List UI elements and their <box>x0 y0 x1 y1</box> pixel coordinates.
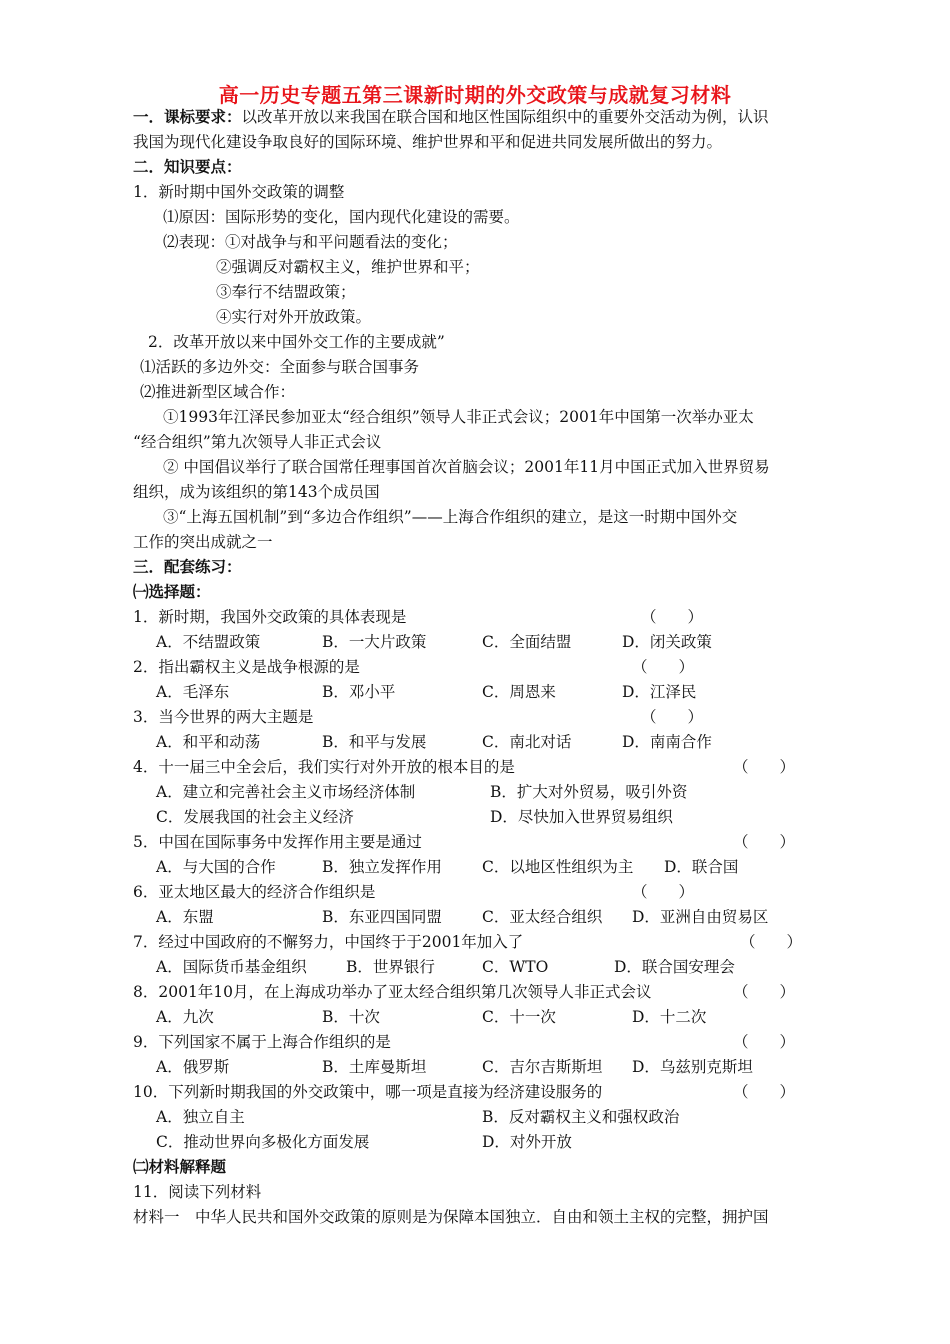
document-title: 高一历史专题五第三课新时期的外交政策与成就复习材料 <box>218 83 732 107</box>
answer-blank: （ ） <box>632 883 695 901</box>
q7-option-d: D．联合国安理会 <box>614 958 735 976</box>
q1-option-d: D．闭关政策 <box>622 633 712 651</box>
point-2-b1-line-2: “经合组织”第九次领导人非正式会议 <box>133 433 382 451</box>
q6-option-a: A．东盟 <box>156 908 214 926</box>
q9-option-b: B．土库曼斯坦 <box>322 1058 427 1076</box>
q4-option-a: A．建立和完善社会主义市场经济体制 <box>156 783 416 801</box>
point-2-b: ⑵推进新型区域合作： <box>140 383 296 401</box>
question-10: 10．下列新时期我国的外交政策中，哪一项是直接为经济建设服务的 <box>133 1083 603 1101</box>
q4-option-b: B．扩大对外贸易，吸引外资 <box>490 783 688 801</box>
question-1: 1．新时期，我国外交政策的具体表现是 <box>133 608 407 626</box>
q3-option-a: A．和平和动荡 <box>156 733 261 751</box>
q6-option-b: B．东亚四国同盟 <box>322 908 442 926</box>
q2-option-d: D．江泽民 <box>622 683 697 701</box>
answer-blank: （ ） <box>740 933 803 951</box>
q3-option-c: C．南北对话 <box>482 733 572 751</box>
section-1-text-2: 我国为现代化建设争取良好的国际环境、维护世界和平和促进共同发展所做出的努力。 <box>133 133 723 151</box>
choice-subheading: ㈠选择题： <box>133 583 211 601</box>
q8-option-a: A．九次 <box>156 1008 214 1026</box>
question-3: 3．当今世界的两大主题是 <box>133 708 314 726</box>
q5-option-c: C．以地区性组织为主 <box>482 858 634 876</box>
q6-option-c: C．亚太经合组织 <box>482 908 603 926</box>
section-1-line-1 <box>133 105 769 129</box>
q2-option-b: B．邓小平 <box>322 683 396 701</box>
answer-blank: （ ） <box>632 658 695 676</box>
question-2: 2．指出霸权主义是战争根源的是 <box>133 658 360 676</box>
section-1-heading: 一．课标要求： <box>133 108 242 126</box>
point-1-manifest-2: ②强调反对霸权主义，维护世界和平； <box>216 258 480 276</box>
q1-option-c: C．全面结盟 <box>482 633 572 651</box>
question-4: 4．十一届三中全会后，我们实行对外开放的根本目的是 <box>133 758 515 776</box>
point-2: 2．改革开放以来中国外交工作的主要成就” <box>148 333 445 351</box>
point-1: 1．新时期中国外交政策的调整 <box>133 183 345 201</box>
answer-blank: （ ） <box>641 608 704 626</box>
q3-option-d: D．南南合作 <box>622 733 712 751</box>
q10-option-d: D．对外开放 <box>482 1133 572 1151</box>
q8-option-d: D．十二次 <box>632 1008 707 1026</box>
q5-option-d: D．联合国 <box>664 858 739 876</box>
q3-option-b: B．和平与发展 <box>322 733 427 751</box>
q6-option-d: D．亚洲自由贸易区 <box>632 908 769 926</box>
q1-option-a: A．不结盟政策 <box>156 633 261 651</box>
q10-option-c: C．推动世界向多极化方面发展 <box>156 1133 370 1151</box>
q5-option-a: A．与大国的合作 <box>156 858 276 876</box>
point-2-b2-line-1: ② 中国倡议举行了联合国常任理事国首次首脑会议；2001年11月中国正式加入世界贸易 <box>163 458 770 476</box>
q9-option-a: A．俄罗斯 <box>156 1058 230 1076</box>
answer-blank: （ ） <box>733 1083 796 1101</box>
q2-option-a: A．毛泽东 <box>156 683 230 701</box>
q7-option-c: C．WTO <box>482 958 549 976</box>
question-6: 6．亚太地区最大的经济合作组织是 <box>133 883 376 901</box>
point-2-b3-line-1: ③“上海五国机制”到“多边合作组织”——上海合作组织的建立，是这一时期中国外交 <box>163 508 738 526</box>
q1-option-b: B．一大片政策 <box>322 633 427 651</box>
q9-option-d: D．乌兹别克斯坦 <box>632 1058 753 1076</box>
question-11: 11．阅读下列材料 <box>133 1183 262 1201</box>
q4-option-c: C．发展我国的社会主义经济 <box>156 808 354 826</box>
section-2-heading: 二．知识要点： <box>133 158 242 176</box>
q4-option-d: D．尽快加入世界贸易组织 <box>490 808 673 826</box>
question-5: 5．中国在国际事务中发挥作用主要是通过 <box>133 833 422 851</box>
point-2-a: ⑴活跃的多边外交：全面参与联合国事务 <box>140 358 420 376</box>
material-1-text: 材料一 中华人民共和国外交政策的原则是为保障本国独立．自由和领土主权的完整，拥护国 <box>133 1208 769 1226</box>
q10-option-a: A．独立自主 <box>156 1108 245 1126</box>
point-2-b2-line-2: 组织，成为该组织的第143个成员国 <box>133 483 380 501</box>
point-2-b1-line-1: ①1993年江泽民参加亚太“经合组织”领导人非正式会议；2001年中国第一次举办亚太 <box>163 408 754 426</box>
point-1-manifest-1: ⑵表现：①对战争与和平问题看法的变化； <box>163 233 458 251</box>
q8-option-b: B．十次 <box>322 1008 380 1026</box>
section-1-text-1: 以改革开放以来我国在联合国和地区性国际组织中的重要外交活动为例，认识 <box>241 108 769 126</box>
section-3-heading: 三．配套练习： <box>133 558 242 576</box>
point-1-manifest-4: ④实行对外开放政策。 <box>216 308 372 326</box>
q5-option-b: B．独立发挥作用 <box>322 858 442 876</box>
answer-blank: （ ） <box>733 833 796 851</box>
question-7: 7．经过中国政府的不懈努力，中国终于于2001年加入了 <box>133 933 524 951</box>
point-1-reason: ⑴原因：国际形势的变化，国内现代化建设的需要。 <box>163 208 520 226</box>
material-subheading: ㈡材料解释题 <box>133 1158 227 1176</box>
point-2-b3-line-2: 工作的突出成就之一 <box>133 533 273 551</box>
q8-option-c: C．十一次 <box>482 1008 556 1026</box>
q9-option-c: C．吉尔吉斯斯坦 <box>482 1058 603 1076</box>
question-8: 8．2001年10月，在上海成功举办了亚太经合组织第几次领导人非正式会议 <box>133 983 652 1001</box>
answer-blank: （ ） <box>733 1033 796 1051</box>
q7-option-b: B．世界银行 <box>346 958 435 976</box>
answer-blank: （ ） <box>733 758 796 776</box>
q2-option-c: C．周恩来 <box>482 683 556 701</box>
answer-blank: （ ） <box>641 708 704 726</box>
point-1-manifest-3: ③奉行不结盟政策； <box>216 283 356 301</box>
question-9: 9．下列国家不属于上海合作组织的是 <box>133 1033 391 1051</box>
answer-blank: （ ） <box>733 983 796 1001</box>
q10-option-b: B．反对霸权主义和强权政治 <box>482 1108 680 1126</box>
q7-option-a: A．国际货币基金组织 <box>156 958 307 976</box>
